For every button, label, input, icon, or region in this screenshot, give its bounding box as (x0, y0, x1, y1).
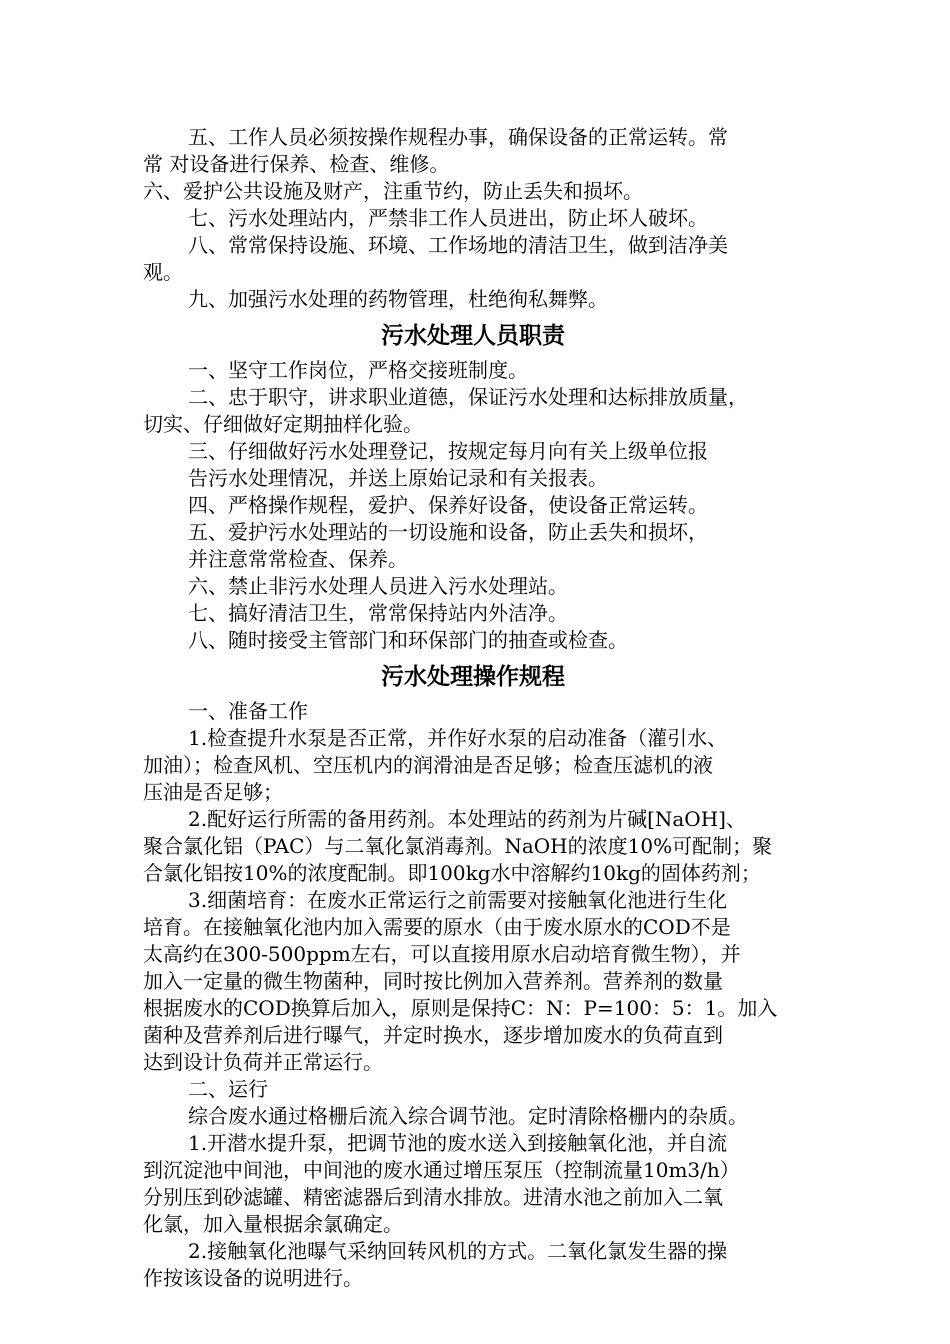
procedure-line: 2.配好运行所需的备用药剂。本处理站的药剂为片碱[NaOH]、 (188, 807, 746, 831)
procedure-line: 根据废水的COD换算后加入，原则是保持C：N：P=100：5：1。加入 (143, 996, 778, 1020)
procedure-line: 2.接触氧化池曝气采纳回转风机的方式。二氧化氯发生器的操 (188, 1239, 728, 1263)
duty-line-5a: 五、爱护污水处理站的一切设施和设备，防止丢失和损坏， (188, 520, 708, 544)
procedure-line: 培育。在接触氧化池内加入需要的原水（由于废水原水的COD不是 (143, 915, 731, 939)
procedure-section-prepare: 一、准备工作 (188, 699, 308, 723)
duty-line-5b: 并注意常常检查、保养。 (188, 547, 408, 571)
procedure-section-operate: 二、运行 (188, 1077, 268, 1101)
rule-line-8a: 八、常常保持设施、环境、工作场地的清洁卫生，做到洁净美 (188, 233, 728, 257)
duty-line-2b: 切实、仔细做好定期抽样化验。 (143, 412, 423, 436)
procedure-line: 综合废水通过格栅后流入综合调节池。定时清除格栅内的杂质。 (188, 1104, 748, 1128)
procedure-line: 1.开潜水提升泵，把调节池的废水送入到接触氧化池，并自流 (188, 1131, 728, 1155)
rule-line-6: 六、爱护公共设施及财产，注重节约，防止丢失和损坏。 (143, 179, 643, 203)
procedure-line: 3.细菌培育：在废水正常运行之前需要对接触氧化池进行生化 (188, 888, 728, 912)
procedure-line: 到沉淀池中间池，中间池的废水通过增压泵压（控制流量10m3/h） (143, 1158, 740, 1182)
duty-line-1: 一、坚守工作岗位，严格交接班制度。 (188, 358, 528, 382)
rule-line-7: 七、污水处理站内，严禁非工作人员进出，防止坏人破坏。 (188, 206, 708, 230)
document-body (143, 124, 803, 1292)
procedure-line: 加油）；检查风机、空压机内的润滑油是否足够；检查压滤机的液 (143, 753, 713, 777)
procedure-line: 作按该设备的说明进行。 (143, 1266, 363, 1290)
rule-line-5b: 常 对设备进行保养、检查、维修。 (143, 152, 450, 176)
duty-line-4: 四、严格操作规程，爱护、保养好设备，使设备正常运转。 (188, 493, 708, 517)
procedure-line: 达到设计负荷并正常运行。 (143, 1050, 383, 1074)
duty-line-8: 八、随时接受主管部门和环保部门的抽查或检查。 (188, 628, 628, 652)
procedure-line: 加入一定量的微生物菌种，同时按比例加入营养剂。营养剂的数量 (143, 969, 723, 993)
rule-line-9: 九、加强污水处理的药物管理，杜绝徇私舞弊。 (188, 287, 608, 311)
procedure-line: 化氯，加入量根据余氯确定。 (143, 1212, 403, 1236)
procedure-line: 太高约在300-500ppm左右，可以直接用原水启动培育微生物），并 (143, 942, 741, 966)
procedure-line: 1.检查提升水泵是否正常，并作好水泵的启动准备（灌引水、 (188, 726, 728, 750)
duty-line-2a: 二、忠于职守，讲求职业道德，保证污水处理和达标排放质量， (188, 385, 748, 409)
procedure-line: 菌种及营养剂后进行曝气，并定时换水，逐步增加废水的负荷直到 (143, 1023, 723, 1047)
procedure-line: 合氯化铝按10%的浓度配制。即100kg水中溶解约10kg的固体药剂； (143, 861, 761, 885)
duty-line-7: 七、搞好清洁卫生，常常保持站内外洁净。 (188, 601, 568, 625)
duty-line-6: 六、禁止非污水处理人员进入污水处理站。 (188, 574, 568, 598)
procedure-line: 聚合氯化铝（PAC）与二氧化氯消毒剂。NaOH的浓度10%可配制；聚 (143, 834, 773, 858)
duty-line-3b: 告污水处理情况，并送上原始记录和有关报表。 (188, 466, 608, 490)
procedure-line: 分别压到砂滤罐、精密滤器后到清水排放。进清水池之前加入二氧 (143, 1185, 723, 1209)
rule-line-8b: 观。 (143, 260, 183, 284)
duty-line-3a: 三、仔细做好污水处理登记，按规定每月向有关上级单位报 (188, 439, 708, 463)
procedure-line: 压油是否足够； (143, 780, 283, 804)
rule-line-5a: 五、工作人员必须按操作规程办事，确保设备的正常运转。常 (188, 125, 728, 149)
duties-heading: 污水处理人员职责 (381, 323, 565, 349)
procedure-heading: 污水处理操作规程 (381, 664, 565, 690)
